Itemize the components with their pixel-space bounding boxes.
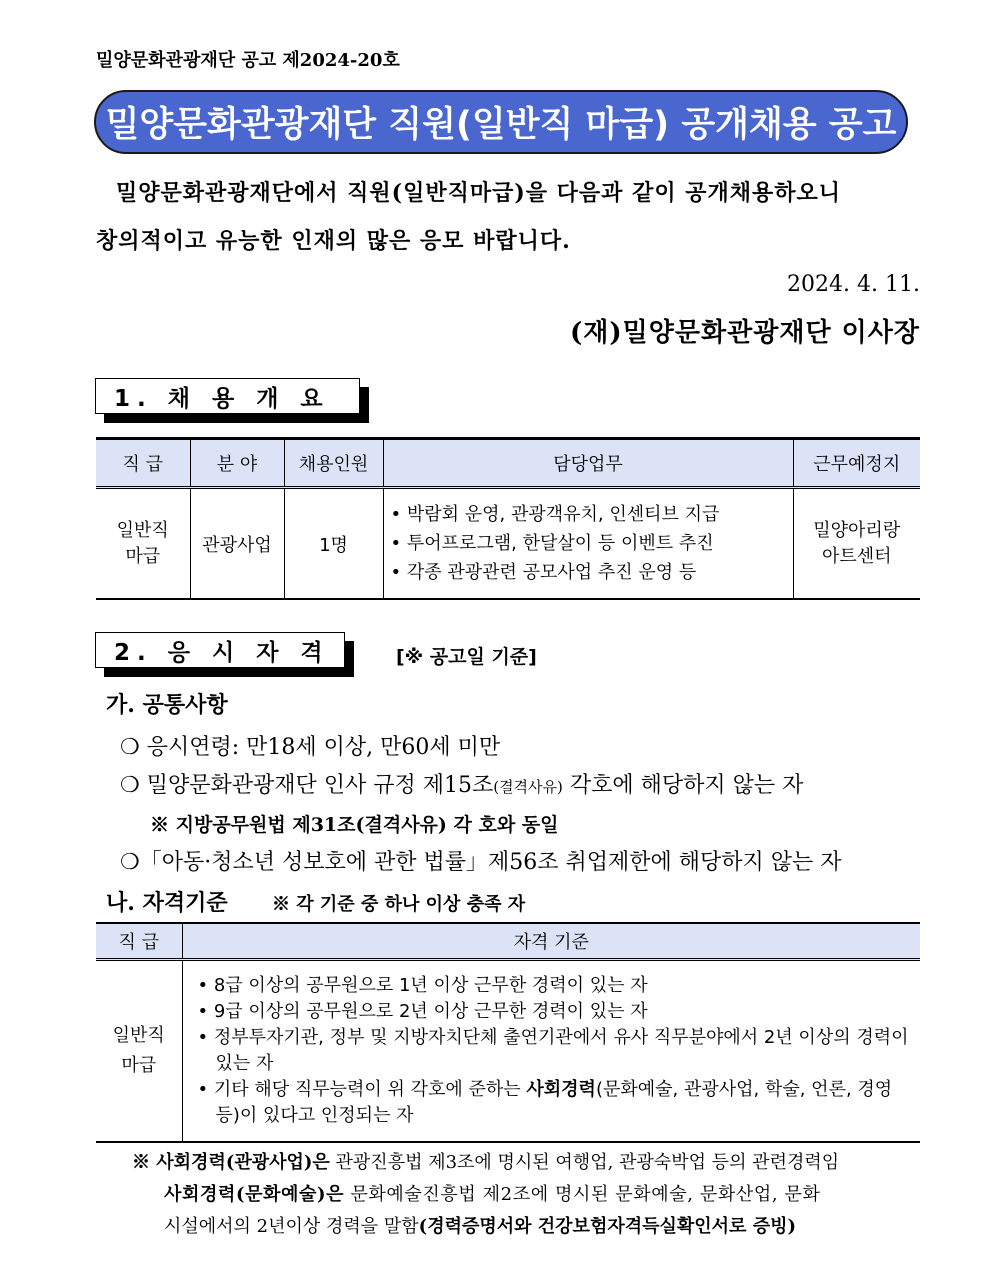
criteria-note: ※ 각 기준 중 하나 이상 충족 자 [272,894,526,915]
section-1-heading: 1. 채 용 개 요 [95,378,360,414]
header-location: 근무예정지 [793,439,920,488]
duty-item: • 각종 관광관련 공모사업 추진 운영 등 [391,558,792,587]
cell-grade: 일반직 마급 [96,488,190,600]
footnote-bold: 사회경력(관광사업)은 [156,1152,330,1173]
intro-line-2: 창의적이고 유능한 인재의 많은 응모 바랍니다. [96,228,571,254]
table-row [96,960,920,1143]
criteria-item: • 9급 이상의 공무원으로 2년 이상 근무한 경력이 있는 자 [198,999,920,1025]
cell-count: 1명 [284,488,383,600]
header-count: 채용인원 [284,439,383,488]
subsection-criteria: 나. 자격기준 [106,890,228,916]
qualification-child-law: ❍「아동·청소년 성보호에 관한 법률」제56조 취업제한에 해당하지 않는 자 [120,850,842,875]
duty-item: • 투어프로그램, 한달살이 등 이벤트 추진 [391,529,792,558]
criteria-text: 기타 해당 직무능력이 위 각호에 준하는 [213,1079,527,1100]
footnote-mark: ※ [132,1152,157,1173]
header-criteria: 자격 기준 [182,923,920,960]
page-title: 밀양문화관광재단 직원(일반직 마급) 공개채용 공고 [94,90,908,154]
regulation-text: ❍ 밀양문화관광재단 인사 규정 제15조 [120,773,494,798]
section-2-note: [※ 공고일 기준] [396,646,537,668]
subsection-common: 가. 공통사항 [106,692,228,718]
cell-grade: 일반직 마급 [96,960,182,1143]
criteria-item: • 정부투자기관, 정부 및 지방자치단체 출연기관에서 유사 직무분야에서 2년 이상의 경력이 있는 자 [198,1025,920,1077]
qualification-age: ❍ 응시연령: 만18세 이상, 만60세 미만 [120,735,501,760]
recruitment-overview-table [96,437,920,600]
cell-location: 밀양아리랑 아트센터 [793,488,920,600]
announcement-date: 2024. 4. 11. [787,272,920,297]
cell-criteria [182,960,920,1143]
footnote-line-2 [164,1180,820,1206]
cell-field: 관광사업 [190,488,284,600]
header-duties: 담당업무 [383,439,793,488]
header-grade: 직 급 [96,439,190,488]
footnote-line-3 [164,1212,796,1238]
intro-line-1: 밀양문화관광재단에서 직원(일반직마급)을 다음과 같이 공개채용하오니 [116,180,842,206]
qualification-regulation [120,768,803,799]
footnote-text: 시설에서의 2년이상 경력을 말함 [164,1216,419,1237]
criteria-text-end: (문화예술, 관광사업, 학술, 언론, 경영 등)이 있다고 인정되는 자 [215,1079,893,1126]
regulation-small: (결격사유) [493,778,563,796]
footnote-bold: (경력증명서와 건강보험자격득실확인서로 증빙) [418,1216,796,1237]
criteria-table [96,922,920,1143]
section-2-heading: 2. 응 시 자 격 [95,632,345,668]
issuer: (재)밀양문화관광재단 이사장 [569,318,920,348]
footnote-bold: 사회경력(문화예술)은 [164,1184,345,1205]
table-row [96,488,920,600]
criteria-bold: 사회경력 [526,1079,596,1100]
criteria-item: • 8급 이상의 공무원으로 1년 이상 근무한 경력이 있는 자 [198,973,920,999]
notice-number: 밀양문화관광재단 공고 제2024-20호 [96,50,400,71]
regulation-text-end: 각호에 해당하지 않는 자 [562,773,804,798]
footnote-line-1 [132,1148,839,1174]
footnote-text: 관광진흥법 제3조에 명시된 여행업, 관광숙박업 등의 관련경력임 [329,1152,840,1173]
header-field: 분 야 [190,439,284,488]
criteria-item [198,1077,920,1129]
duty-item: • 박람회 운영, 관광객유치, 인센티브 지급 [391,500,792,529]
header-grade: 직 급 [96,923,182,960]
regulation-note: ※ 지방공무원법 제31조(결격사유) 각 호와 동일 [150,814,559,836]
cell-duties [383,488,793,600]
footnote-text: 문화예술진흥법 제2조에 명시된 문화예술, 문화산업, 문화 [344,1184,821,1205]
